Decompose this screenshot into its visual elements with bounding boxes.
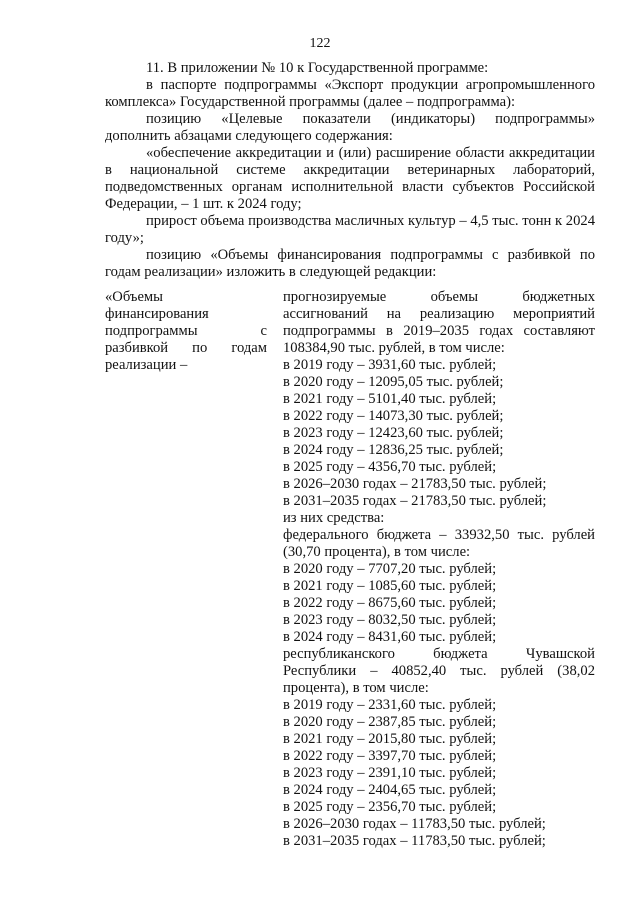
republic-year-item: в 2023 году – 2391,10 тыс. рублей;: [283, 765, 497, 781]
federal-year-item: в 2022 году – 8675,60 тыс. рублей;: [283, 595, 497, 611]
paragraph-targets: позицию «Целевые показатели (индикаторы) подпрограммы» дополнить абзацами следующего содержания:: [105, 111, 595, 144]
page-number: 122: [309, 36, 331, 51]
federal-year-item: в 2024 году – 8431,60 тыс. рублей;: [283, 629, 497, 645]
financing-total-list: [283, 357, 595, 510]
financing-total-intro: прогнозируемые объемы бюджетных ассигнований на реализацию мероприятий подпрограммы в 2019–2035 годах составляют 108384,90 тыс. рублей, в том числе:: [283, 289, 595, 356]
republic-year-item: в 2031–2035 годах – 11783,50 тыс. рублей;: [283, 833, 546, 849]
financing-table-row: [105, 289, 595, 850]
republic-budget-list: [283, 697, 595, 850]
republic-year-item: в 2025 году – 2356,70 тыс. рублей;: [283, 799, 497, 815]
paragraph-item-11: 11. В приложении № 10 к Государственной программе:: [146, 60, 489, 76]
financing-of-which: из них средства:: [283, 510, 385, 526]
document-body: [105, 60, 595, 281]
total-year-item: в 2025 году – 4356,70 тыс. рублей;: [283, 459, 497, 475]
total-year-item: в 2021 году – 5101,40 тыс. рублей;: [283, 391, 497, 407]
total-year-item: в 2026–2030 годах – 21783,50 тыс. рублей;: [283, 476, 547, 492]
paragraph-accreditation: «обеспечение аккредитации и (или) расширение области аккредитации в национальной системе аккредитации ветеринарных лабораторий, подведомственных органам исполнительной власти субъектов Российской Федерации, – 1 шт. к 2024 году;: [105, 145, 595, 212]
total-year-item: в 2023 году – 12423,60 тыс. рублей;: [283, 425, 504, 441]
paragraph-oilseed: прирост объема производства масличных культур – 4,5 тыс. тонн к 2024 году»;: [105, 213, 595, 246]
paragraph-financing-position: позицию «Объемы финансирования подпрограммы с разбивкой по годам реализации» изложить в следующей редакции:: [105, 247, 595, 280]
republic-year-item: в 2020 году – 2387,85 тыс. рублей;: [283, 714, 497, 730]
financing-label-text: «Объемы финансирования подпрограммы с разбивкой по годам реализации: [105, 289, 267, 373]
federal-year-item: в 2020 году – 7707,20 тыс. рублей;: [283, 561, 497, 577]
total-year-item: в 2019 году – 3931,60 тыс. рублей;: [283, 357, 497, 373]
republic-year-item: в 2022 году – 3397,70 тыс. рублей;: [283, 748, 497, 764]
republic-year-item: в 2026–2030 годах – 11783,50 тыс. рублей;: [283, 816, 546, 832]
republic-year-item: в 2019 году – 2331,60 тыс. рублей;: [283, 697, 497, 713]
federal-budget-list: [283, 561, 595, 646]
total-year-item: в 2022 году – 14073,30 тыс. рублей;: [283, 408, 504, 424]
federal-year-item: в 2021 году – 1085,60 тыс. рублей;: [283, 578, 497, 594]
financing-value: [283, 289, 595, 850]
financing-label: [105, 289, 267, 850]
total-year-item: в 2031–2035 годах – 21783,50 тыс. рублей;: [283, 493, 547, 509]
federal-budget-intro: федерального бюджета – 33932,50 тыс. рублей (30,70 процента), в том числе:: [283, 527, 595, 560]
total-year-item: в 2020 году – 12095,05 тыс. рублей;: [283, 374, 504, 390]
republic-budget-intro: республиканского бюджета Чувашской Республики – 40852,40 тыс. рублей (38,02 процента), в том числе:: [283, 646, 595, 696]
republic-year-item: в 2021 году – 2015,80 тыс. рублей;: [283, 731, 497, 747]
financing-label-dash: –: [179, 357, 188, 373]
republic-year-item: в 2024 году – 2404,65 тыс. рублей;: [283, 782, 497, 798]
total-year-item: в 2024 году – 12836,25 тыс. рублей;: [283, 442, 504, 458]
federal-year-item: в 2023 году – 8032,50 тыс. рублей;: [283, 612, 497, 628]
paragraph-passport-intro: в паспорте подпрограммы «Экспорт продукции агропромышленного комплекса» Государственной программы (далее – подпрограмма):: [105, 77, 595, 110]
